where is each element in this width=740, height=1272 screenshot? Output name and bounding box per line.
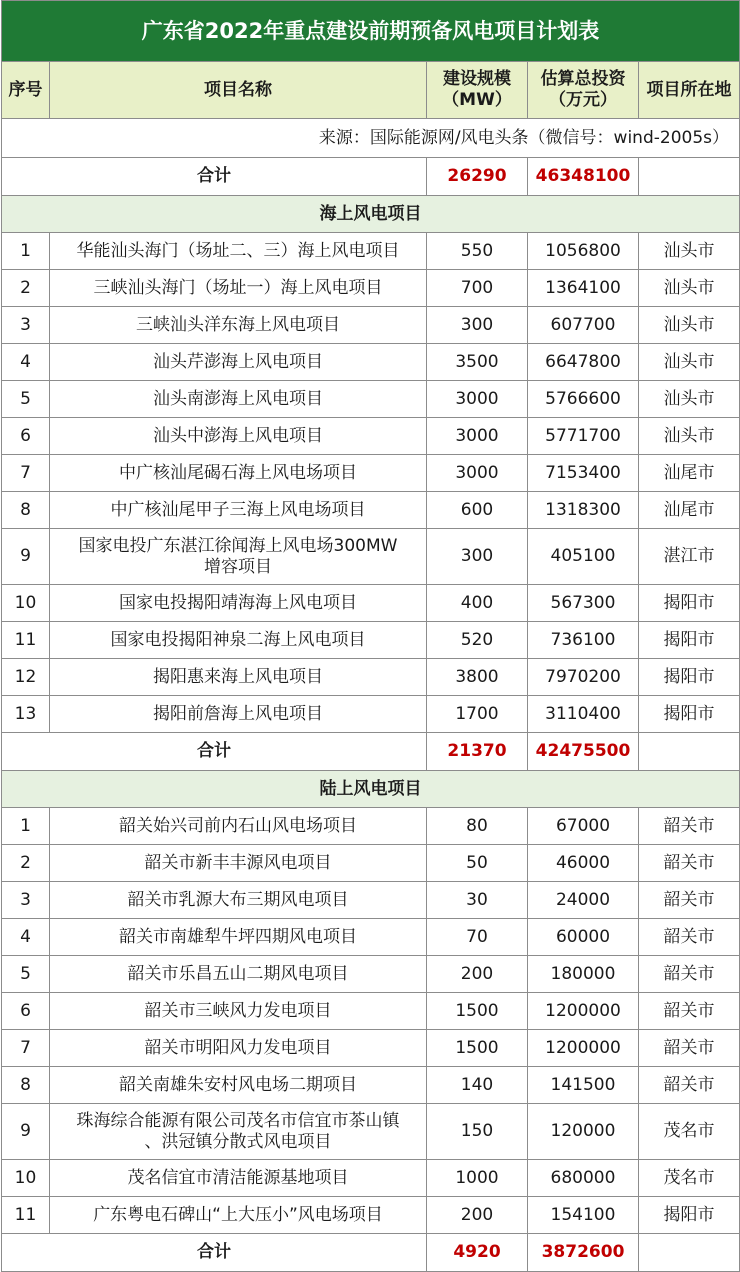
row-investment: 180000 (528, 956, 639, 993)
row-location: 汕头市 (639, 418, 740, 455)
table-row (2, 585, 740, 622)
row-seq: 12 (2, 659, 50, 696)
offshore-total-row (2, 733, 740, 771)
row-name (50, 529, 427, 585)
row-location: 茂名市 (639, 1160, 740, 1197)
row-location: 揭阳市 (639, 585, 740, 622)
row-investment: 46000 (528, 845, 639, 882)
row-capacity: 1500 (427, 1030, 528, 1067)
row-name: 韶关市三峡风力发电项目 (50, 993, 427, 1030)
row-seq: 1 (2, 233, 50, 270)
header-capacity-line1: 建设规模 (443, 69, 511, 89)
row-location: 韶关市 (639, 882, 740, 919)
row-name: 韶关市乐昌五山二期风电项目 (50, 956, 427, 993)
row-location: 韶关市 (639, 1030, 740, 1067)
row-seq: 13 (2, 696, 50, 733)
row-name: 三峡汕头海门（场址一）海上风电项目 (50, 270, 427, 307)
row-seq: 5 (2, 956, 50, 993)
row-investment: 60000 (528, 919, 639, 956)
header-row (2, 62, 740, 119)
row-seq: 10 (2, 1160, 50, 1197)
row-seq: 2 (2, 845, 50, 882)
row-capacity: 3000 (427, 455, 528, 492)
table-row (2, 455, 740, 492)
row-seq: 4 (2, 344, 50, 381)
grand-total-row (2, 158, 740, 196)
onshore-section-title: 陆上风电项目 (2, 771, 740, 808)
row-name-line1: 国家电投广东湛江徐闻海上风电场300MW (78, 535, 398, 556)
row-investment: 607700 (528, 307, 639, 344)
table-row (2, 882, 740, 919)
row-investment: 1364100 (528, 270, 639, 307)
table-row (2, 1030, 740, 1067)
table-row (2, 381, 740, 418)
table-row (2, 956, 740, 993)
row-name (50, 1104, 427, 1160)
header-name: 项目名称 (50, 62, 427, 119)
grand-total-location (639, 158, 740, 196)
row-location: 韶关市 (639, 808, 740, 845)
row-location: 韶关市 (639, 919, 740, 956)
header-investment (528, 62, 639, 119)
row-capacity: 700 (427, 270, 528, 307)
row-seq: 7 (2, 455, 50, 492)
onshore-total-capacity: 4920 (427, 1234, 528, 1272)
row-location: 汕头市 (639, 344, 740, 381)
row-investment: 7153400 (528, 455, 639, 492)
onshore-total-row (2, 1234, 740, 1272)
grand-total-investment: 46348100 (528, 158, 639, 196)
offshore-total-label: 合计 (2, 733, 427, 771)
header-capacity-line2: （MW） (442, 90, 512, 110)
row-name: 茂名信宜市清洁能源基地项目 (50, 1160, 427, 1197)
row-location: 揭阳市 (639, 1197, 740, 1234)
row-name: 揭阳惠来海上风电项目 (50, 659, 427, 696)
onshore-total-location (639, 1234, 740, 1272)
row-investment: 1200000 (528, 993, 639, 1030)
row-seq: 3 (2, 882, 50, 919)
row-name: 韶关市明阳风力发电项目 (50, 1030, 427, 1067)
offshore-total-capacity: 21370 (427, 733, 528, 771)
row-location: 汕尾市 (639, 455, 740, 492)
offshore-section-row (2, 196, 740, 233)
offshore-section-title: 海上风电项目 (2, 196, 740, 233)
table-row (2, 270, 740, 307)
row-seq: 2 (2, 270, 50, 307)
row-location: 揭阳市 (639, 622, 740, 659)
row-capacity: 3800 (427, 659, 528, 696)
row-seq: 9 (2, 1104, 50, 1160)
row-name: 韶关市新丰丰源风电项目 (50, 845, 427, 882)
row-name: 揭阳前詹海上风电项目 (50, 696, 427, 733)
row-investment: 67000 (528, 808, 639, 845)
row-capacity: 400 (427, 585, 528, 622)
row-location: 汕头市 (639, 270, 740, 307)
row-investment: 5766600 (528, 381, 639, 418)
row-capacity: 150 (427, 1104, 528, 1160)
grand-total-label: 合计 (2, 158, 427, 196)
grand-total-capacity: 26290 (427, 158, 528, 196)
row-name: 汕头芹澎海上风电项目 (50, 344, 427, 381)
table-row (2, 808, 740, 845)
row-capacity: 200 (427, 1197, 528, 1234)
title-row (2, 1, 740, 62)
row-name: 华能汕头海门（场址二、三）海上风电项目 (50, 233, 427, 270)
header-seq: 序号 (2, 62, 50, 119)
table-row (2, 622, 740, 659)
row-name: 汕头中澎海上风电项目 (50, 418, 427, 455)
row-capacity: 550 (427, 233, 528, 270)
row-seq: 6 (2, 418, 50, 455)
row-investment: 7970200 (528, 659, 639, 696)
table-row (2, 418, 740, 455)
row-investment: 405100 (528, 529, 639, 585)
offshore-total-location (639, 733, 740, 771)
row-seq: 11 (2, 1197, 50, 1234)
row-investment: 567300 (528, 585, 639, 622)
table-row (2, 696, 740, 733)
offshore-total-investment: 42475500 (528, 733, 639, 771)
row-investment: 680000 (528, 1160, 639, 1197)
row-capacity: 140 (427, 1067, 528, 1104)
row-name: 汕头南澎海上风电项目 (50, 381, 427, 418)
row-name-line2: 、洪冠镇分散式风电项目 (144, 1131, 332, 1152)
table-row (2, 659, 740, 696)
row-name: 国家电投揭阳靖海海上风电项目 (50, 585, 427, 622)
table-title: 广东省2022年重点建设前期预备风电项目计划表 (2, 1, 740, 62)
row-seq: 3 (2, 307, 50, 344)
project-table (1, 0, 740, 1272)
table-row (2, 1197, 740, 1234)
row-investment: 1200000 (528, 1030, 639, 1067)
onshore-total-investment: 3872600 (528, 1234, 639, 1272)
row-name-line1: 珠海综合能源有限公司茂名市信宜市茶山镇 (76, 1110, 400, 1131)
row-seq: 8 (2, 1067, 50, 1104)
row-location: 韶关市 (639, 956, 740, 993)
table-row (2, 307, 740, 344)
row-capacity: 3000 (427, 381, 528, 418)
onshore-total-label: 合计 (2, 1234, 427, 1272)
row-capacity: 1500 (427, 993, 528, 1030)
row-capacity: 50 (427, 845, 528, 882)
row-name: 韶关市乳源大布三期风电项目 (50, 882, 427, 919)
row-name: 中广核汕尾甲子三海上风电场项目 (50, 492, 427, 529)
table-row (2, 1160, 740, 1197)
row-name: 韶关始兴司前内石山风电场项目 (50, 808, 427, 845)
table-row (2, 1104, 740, 1160)
header-location: 项目所在地 (639, 62, 740, 119)
table-row (2, 919, 740, 956)
row-name: 韶关市南雄犁牛坪四期风电项目 (50, 919, 427, 956)
row-name: 广东粤电石碑山“上大压小”风电场项目 (50, 1197, 427, 1234)
table-row (2, 529, 740, 585)
header-investment-line1: 估算总投资 (540, 69, 626, 89)
row-location: 汕头市 (639, 307, 740, 344)
row-name: 中广核汕尾碣石海上风电场项目 (50, 455, 427, 492)
row-name: 三峡汕头洋东海上风电项目 (50, 307, 427, 344)
row-name-line2: 增容项目 (204, 556, 272, 577)
row-location: 揭阳市 (639, 696, 740, 733)
row-location: 韶关市 (639, 1067, 740, 1104)
row-investment: 1318300 (528, 492, 639, 529)
source-row (2, 119, 740, 158)
table-row (2, 845, 740, 882)
row-location: 茂名市 (639, 1104, 740, 1160)
header-capacity (427, 62, 528, 119)
row-investment: 3110400 (528, 696, 639, 733)
row-investment: 154100 (528, 1197, 639, 1234)
row-location: 汕头市 (639, 233, 740, 270)
row-investment: 736100 (528, 622, 639, 659)
table-row (2, 492, 740, 529)
row-investment: 1056800 (528, 233, 639, 270)
row-capacity: 1000 (427, 1160, 528, 1197)
row-capacity: 300 (427, 307, 528, 344)
row-location: 揭阳市 (639, 659, 740, 696)
row-capacity: 520 (427, 622, 528, 659)
row-capacity: 600 (427, 492, 528, 529)
header-investment-line2: （万元） (549, 90, 617, 110)
row-seq: 4 (2, 919, 50, 956)
row-investment: 24000 (528, 882, 639, 919)
row-seq: 1 (2, 808, 50, 845)
row-seq: 6 (2, 993, 50, 1030)
row-capacity: 70 (427, 919, 528, 956)
row-investment: 5771700 (528, 418, 639, 455)
row-investment: 6647800 (528, 344, 639, 381)
row-name: 国家电投揭阳神泉二海上风电项目 (50, 622, 427, 659)
row-capacity: 3000 (427, 418, 528, 455)
row-capacity: 1700 (427, 696, 528, 733)
row-seq: 7 (2, 1030, 50, 1067)
table-row (2, 344, 740, 381)
row-location: 汕头市 (639, 381, 740, 418)
row-capacity: 30 (427, 882, 528, 919)
row-seq: 9 (2, 529, 50, 585)
row-seq: 5 (2, 381, 50, 418)
row-location: 汕尾市 (639, 492, 740, 529)
onshore-section-row (2, 771, 740, 808)
table-row (2, 993, 740, 1030)
row-location: 湛江市 (639, 529, 740, 585)
row-location: 韶关市 (639, 845, 740, 882)
row-capacity: 200 (427, 956, 528, 993)
row-location: 韶关市 (639, 993, 740, 1030)
row-capacity: 3500 (427, 344, 528, 381)
row-capacity: 300 (427, 529, 528, 585)
table-row (2, 1067, 740, 1104)
row-name: 韶关南雄朱安村风电场二期项目 (50, 1067, 427, 1104)
row-seq: 11 (2, 622, 50, 659)
row-seq: 10 (2, 585, 50, 622)
row-capacity: 80 (427, 808, 528, 845)
source-note: 来源：国际能源网/风电头条（微信号：wind-2005s） (2, 119, 740, 158)
row-seq: 8 (2, 492, 50, 529)
row-investment: 120000 (528, 1104, 639, 1160)
row-investment: 141500 (528, 1067, 639, 1104)
table-row (2, 233, 740, 270)
